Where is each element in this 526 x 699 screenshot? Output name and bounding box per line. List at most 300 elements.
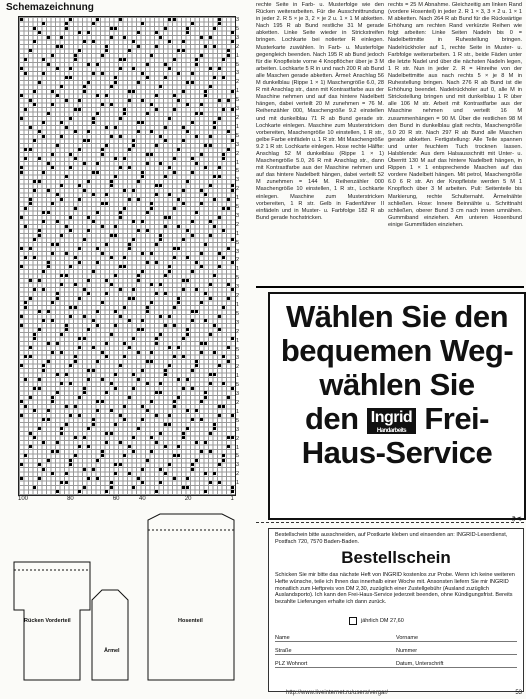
chart-cell-filled: [177, 148, 180, 151]
col-number: 80: [67, 496, 74, 502]
ad-line-4: den Ingrid Handarbeits Frei-: [305, 401, 489, 436]
chart-cell-filled: [65, 373, 68, 376]
chart-cell-filled: [137, 45, 140, 48]
chart-cell-filled: [182, 126, 185, 129]
chart-cell-filled: [218, 117, 221, 120]
chart-cell-filled: [141, 175, 144, 178]
chart-cell-filled: [195, 58, 198, 61]
row-number: 3: [236, 34, 240, 41]
scissors-icon: ✂: [512, 512, 523, 526]
chart-cell-filled: [123, 355, 126, 358]
chart-cell-filled: [38, 310, 41, 313]
chart-cell-filled: [123, 306, 126, 309]
chart-cell-filled: [186, 27, 189, 30]
chart-cell-filled: [213, 198, 216, 201]
chart-cell-filled: [173, 157, 176, 160]
chart-cell-filled: [173, 256, 176, 259]
chart-cell-filled: [69, 18, 72, 21]
chart-cell-filled: [51, 90, 54, 93]
chart-cell-filled: [191, 468, 194, 471]
chart-cell-filled: [101, 103, 104, 106]
chart-cell-filled: [177, 247, 180, 250]
name-field[interactable]: Name: [275, 635, 290, 641]
chart-cell-filled: [137, 279, 140, 282]
chart-cell-filled: [87, 477, 90, 480]
chart-cell-filled: [209, 184, 212, 187]
chart-cell-filled: [33, 189, 36, 192]
chart-cell-filled: [222, 229, 225, 232]
chart-cell-filled: [87, 139, 90, 142]
chart-cell-filled: [227, 99, 230, 102]
chart-cell-filled: [29, 198, 32, 201]
chart-cell-filled: [83, 391, 86, 394]
chart-cell-filled: [186, 130, 189, 133]
chart-row-numbers: [236, 16, 250, 488]
chart-cell-filled: [204, 490, 207, 493]
address-fields: [275, 629, 517, 668]
chart-cell-filled: [20, 171, 23, 174]
chart-cell-filled: [96, 400, 99, 403]
chart-cell-filled: [146, 261, 149, 264]
order-body: Schicken Sie mir bitte das nächste Heft von INGRID kostenlos zur Probe. Wenn ich keine weiteren Hefte wünsche, teile ich Ihnen das innerhalb einer Woche mit. Ansonsten liefern Sie mir INGRID monatlich zum Heftpreis von DM 2,30, zuzüglich einer Zustellgebühr (Ausland zuzüglich Auslandsporto). Ich kann den Frei-Haus-Service jederzeit beenden, ohne Kündigungsfrist. Bereits bezahlte Lieferungen erhalte ich dann zurück.: [275, 572, 515, 606]
chart-cell-filled: [42, 319, 45, 322]
chart-cell-filled: [83, 90, 86, 93]
chart-cell-filled: [29, 297, 32, 300]
chart-cell-filled: [222, 153, 225, 156]
chart-cell-filled: [213, 423, 216, 426]
chart-cell-filled: [78, 148, 81, 151]
chart-cell-filled: [20, 247, 23, 250]
chart-cell-filled: [119, 166, 122, 169]
row-number: 3: [236, 106, 240, 113]
chart-cell-filled: [218, 414, 221, 417]
chart-cell-filled: [191, 157, 194, 160]
chart-cell-filled: [78, 198, 81, 201]
chart-cell-filled: [209, 234, 212, 237]
chart-cell-filled: [231, 288, 234, 291]
chart-cell-filled: [114, 274, 117, 277]
chart-cell-filled: [218, 22, 221, 25]
chart-cell-filled: [60, 45, 63, 48]
chart-cell-filled: [65, 274, 68, 277]
chart-cell-filled: [227, 130, 230, 133]
chart-cell-filled: [173, 171, 176, 174]
chart-cell-filled: [141, 121, 144, 124]
chart-cell-filled: [164, 472, 167, 475]
chart-cell-filled: [141, 405, 144, 408]
chart-cell-filled: [29, 445, 32, 448]
chart-cell-filled: [141, 369, 144, 372]
chart-cell-filled: [78, 247, 81, 250]
chart-cell-filled: [51, 396, 54, 399]
chart-cell-filled: [24, 306, 27, 309]
chart-cell-filled: [51, 166, 54, 169]
chart-cell-filled: [195, 360, 198, 363]
chart-cell-filled: [218, 175, 221, 178]
chart-cell-filled: [168, 18, 171, 21]
chart-cell-filled: [101, 351, 104, 354]
chart-cell-filled: [177, 49, 180, 52]
chart-cell-filled: [164, 139, 167, 142]
chart-cell-filled: [173, 207, 176, 210]
chart-cell-filled: [218, 18, 221, 21]
ad-line-5: Haus-Service: [301, 435, 493, 470]
row-number: 1: [236, 408, 240, 415]
chart-cell-filled: [110, 481, 113, 484]
chart-cell-filled: [123, 207, 126, 210]
chart-cell-filled: [137, 351, 140, 354]
chart-cell-filled: [173, 58, 176, 61]
chart-cell-filled: [42, 58, 45, 61]
chart-cell-filled: [20, 67, 23, 70]
chart-cell-filled: [105, 292, 108, 295]
chart-cell-filled: [168, 265, 171, 268]
chart-cell-filled: [218, 405, 221, 408]
chart-cell-filled: [87, 130, 90, 133]
chart-cell-filled: [132, 288, 135, 291]
chart-cell-filled: [78, 261, 81, 264]
chart-cell-filled: [182, 189, 185, 192]
chart-cell-filled: [83, 189, 86, 192]
chart-cell-filled: [146, 112, 149, 115]
chart-cell-filled: [65, 481, 68, 484]
chart-cell-filled: [231, 31, 234, 34]
chart-cell-filled: [218, 463, 221, 466]
chart-cell-filled: [132, 144, 135, 147]
chart-cell-filled: [83, 288, 86, 291]
chart-cell-filled: [47, 36, 50, 39]
chart-cell-filled: [155, 261, 158, 264]
chart-cell-filled: [65, 27, 68, 30]
chart-cell-filled: [74, 256, 77, 259]
chart-cell-filled: [132, 90, 135, 93]
chart-cell-filled: [150, 153, 153, 156]
chart-cell-filled: [38, 427, 41, 430]
chart-cell-filled: [33, 256, 36, 259]
chart-cell-filled: [182, 139, 185, 142]
chart-cell-filled: [227, 436, 230, 439]
chart-cell-filled: [24, 157, 27, 160]
col-number: 20: [184, 496, 192, 502]
chart-cell-filled: [222, 355, 225, 358]
chart-cell-filled: [204, 472, 207, 475]
chart-cell-filled: [69, 76, 72, 79]
chart-cell-filled: [74, 108, 77, 111]
chart-cell-filled: [96, 261, 99, 264]
chart-cell-filled: [195, 441, 198, 444]
chart-cell-filled: [119, 58, 122, 61]
chart-cell-filled: [209, 382, 212, 385]
chart-cell-filled: [33, 337, 36, 340]
chart-cell-filled: [20, 315, 23, 318]
chart-cell-filled: [177, 297, 180, 300]
chart-cell-filled: [92, 468, 95, 471]
chart-cell-filled: [92, 369, 95, 372]
chart-cell-filled: [123, 256, 126, 259]
chart-cell-filled: [47, 265, 50, 268]
chart-cell-filled: [78, 184, 81, 187]
chart-cell-filled: [56, 220, 59, 223]
chart-cell-filled: [114, 126, 117, 129]
row-number: 1: [236, 266, 240, 273]
chart-cell-filled: [141, 22, 144, 25]
chart-cell-filled: [110, 432, 113, 435]
chart-cell-filled: [74, 54, 77, 57]
chart-cell-filled: [182, 432, 185, 435]
street-field[interactable]: Straße: [275, 648, 292, 654]
chart-cell-filled: [200, 202, 203, 205]
row-number: 3: [236, 426, 240, 433]
chart-cell-filled: [69, 382, 72, 385]
chart-cell-filled: [159, 315, 162, 318]
chart-cell-filled: [173, 355, 176, 358]
chart-cell-filled: [47, 342, 50, 345]
chart-cell-filled: [159, 283, 162, 286]
chart-cell-filled: [101, 378, 104, 381]
chart-cell-filled: [137, 198, 140, 201]
chart-cell-filled: [56, 297, 59, 300]
chart-cell-filled: [164, 373, 167, 376]
chart-cell-filled: [47, 459, 50, 462]
subscription-option[interactable]: jährlich DM 27,60: [349, 617, 404, 625]
chart-cell-filled: [105, 193, 108, 196]
chart-cell-filled: [42, 135, 45, 138]
ingrid-logo: Ingrid Handarbeits: [367, 408, 416, 434]
chart-cell-filled: [20, 364, 23, 367]
chart-cell-filled: [56, 67, 59, 70]
chart-cell-filled: [146, 211, 149, 214]
chart-cell-filled: [146, 360, 149, 363]
chart-cell-filled: [222, 306, 225, 309]
page-number: 53: [515, 690, 522, 696]
chart-cell-filled: [96, 360, 99, 363]
chart-cell-filled: [110, 103, 113, 106]
chart-cell-filled: [83, 238, 86, 241]
row-number: 1: [236, 88, 240, 95]
chart-cell-filled: [38, 463, 41, 466]
chart-cell-filled: [227, 49, 230, 52]
chart-cell-filled: [83, 162, 86, 165]
row-number: 5: [236, 275, 240, 282]
chart-cell-filled: [164, 76, 167, 79]
chart-cell-filled: [38, 387, 41, 390]
chart-cell-filled: [69, 153, 72, 156]
chart-cell-filled: [69, 364, 72, 367]
chart-cell-filled: [191, 234, 194, 237]
row-number: 5: [236, 132, 240, 139]
chart-cell-filled: [137, 229, 140, 232]
chart-cell-filled: [96, 477, 99, 480]
row-number: 3: [236, 212, 240, 219]
row-number: 1: [236, 302, 240, 308]
chart-cell-filled: [213, 274, 216, 277]
chart-cell-filled: [186, 180, 189, 183]
chart-cell-filled: [132, 337, 135, 340]
chart-cell-filled: [150, 202, 153, 205]
chart-cell-filled: [65, 76, 68, 79]
chart-cell-filled: [227, 396, 230, 399]
chart-cell-filled: [47, 189, 50, 192]
chart-cell-filled: [222, 207, 225, 210]
chart-cell-filled: [29, 202, 32, 205]
chart-cell-filled: [200, 112, 203, 115]
chart-cell-filled: [137, 328, 140, 331]
chart-cell-filled: [51, 103, 54, 106]
chart-cell-filled: [159, 382, 162, 385]
chart-cell-filled: [150, 360, 153, 363]
chart-cell-filled: [155, 193, 158, 196]
chart-cell-filled: [132, 139, 135, 142]
chart-cell-filled: [123, 405, 126, 408]
chart-cell-filled: [87, 31, 90, 34]
chart-cell-filled: [186, 256, 189, 259]
chart-cell-filled: [83, 139, 86, 142]
chart-cell-filled: [150, 283, 153, 286]
chart-cell-filled: [209, 373, 212, 376]
chart-cell-filled: [78, 414, 81, 417]
chart-cell-filled: [195, 63, 198, 66]
chart-cell-filled: [96, 247, 99, 250]
chart-cell-filled: [213, 373, 216, 376]
chart-cell-filled: [173, 306, 176, 309]
chart-cell-filled: [155, 31, 158, 34]
chart-cell-filled: [33, 180, 36, 183]
chart-cell-filled: [38, 229, 41, 232]
chart-cell-filled: [101, 252, 104, 255]
chart-cell-filled: [20, 265, 23, 268]
chart-cell-filled: [83, 337, 86, 340]
city-field[interactable]: PLZ Wohnort: [275, 661, 308, 667]
chart-cell-filled: [164, 63, 167, 66]
chart-cell-filled: [101, 72, 104, 75]
chart-cell-filled: [20, 477, 23, 480]
chart-cell-filled: [42, 220, 45, 223]
chart-cell-filled: [60, 382, 63, 385]
chart-cell-filled: [123, 265, 126, 268]
chart-cell-filled: [60, 198, 63, 201]
chart-cell-filled: [51, 153, 54, 156]
chart-cell-filled: [96, 94, 99, 97]
chart-cell-filled: [137, 378, 140, 381]
chart-cell-filled: [56, 243, 59, 246]
chart-cell-filled: [56, 342, 59, 345]
row-number: 1: [236, 195, 240, 202]
signature-field[interactable]: Datum, Unterschrift: [396, 661, 444, 667]
chart-cell-filled: [222, 58, 225, 61]
pants-outline: [148, 514, 234, 680]
chart-cell-filled: [204, 166, 207, 169]
chart-cell-filled: [20, 166, 23, 169]
chart-cell-filled: [29, 279, 32, 282]
chart-cell-filled: [227, 54, 230, 57]
chart-cell-filled: [227, 445, 230, 448]
chart-cell-filled: [168, 166, 171, 169]
chart-cell-filled: [141, 220, 144, 223]
chart-cell-filled: [20, 463, 23, 466]
chart-cell-filled: [231, 189, 234, 192]
chart-cell-filled: [69, 166, 72, 169]
chart-cell-filled: [65, 225, 68, 228]
row-number: 2: [236, 257, 240, 264]
chart-cell-filled: [96, 409, 99, 412]
chart-cell-filled: [128, 346, 131, 349]
chart-cell-filled: [209, 297, 212, 300]
first-name-field[interactable]: Vorname: [396, 635, 419, 641]
chart-cell-filled: [177, 454, 180, 457]
chart-cell-filled: [182, 238, 185, 241]
chart-cell-filled: [182, 486, 185, 489]
row-number: 5: [236, 168, 240, 175]
chart-cell-filled: [213, 225, 216, 228]
chart-cell-filled: [141, 481, 144, 484]
chart-cell-filled: [38, 328, 41, 331]
chart-cell-filled: [141, 270, 144, 273]
chart-cell-filled: [177, 301, 180, 304]
chart-cell-filled: [87, 63, 90, 66]
chart-cell-filled: [29, 432, 32, 435]
row-number: 2: [236, 364, 240, 371]
chart-cell-filled: [110, 333, 113, 336]
chart-cell-filled: [114, 373, 117, 376]
chart-cell-filled: [222, 382, 225, 385]
chart-cell-filled: [114, 175, 117, 178]
chart-cell-filled: [51, 319, 54, 322]
chart-cell-filled: [204, 90, 207, 93]
chart-cell-filled: [60, 85, 63, 88]
chart-cell-filled: [168, 364, 171, 367]
number-field[interactable]: Nummer: [396, 648, 418, 654]
chart-cell-filled: [141, 418, 144, 421]
row-number: 2: [236, 328, 240, 335]
chart-cell-filled: [204, 94, 207, 97]
chart-cell-filled: [60, 283, 63, 286]
chart-cell-filled: [78, 490, 81, 493]
chart-cell-filled: [114, 423, 117, 426]
chart-cell-filled: [114, 76, 117, 79]
chart-cell-filled: [47, 112, 50, 115]
chart-cell-filled: [213, 472, 216, 475]
chart-cell-filled: [119, 441, 122, 444]
chart-cell-filled: [164, 216, 167, 219]
chart-cell-filled: [155, 337, 158, 340]
chart-cell-filled: [150, 130, 153, 133]
chart-cell-filled: [218, 216, 221, 219]
chart-cell-filled: [177, 198, 180, 201]
chart-cell-filled: [209, 144, 212, 147]
chart-cell-filled: [195, 211, 198, 214]
chart-cell-filled: [177, 346, 180, 349]
chart-cell-filled: [20, 94, 23, 97]
chart-cell-filled: [78, 445, 81, 448]
chart-cell-filled: [123, 454, 126, 457]
chart-cell-filled: [65, 472, 68, 475]
chart-cell-filled: [173, 18, 176, 21]
chart-cell-filled: [204, 292, 207, 295]
source-url[interactable]: http://www.liveinternet.ru/users/vergar/: [286, 690, 389, 696]
chart-cell-filled: [119, 364, 122, 367]
chart-cell-filled: [209, 85, 212, 88]
chart-cell-filled: [150, 450, 153, 453]
row-number: 2: [236, 79, 240, 86]
chart-cell-filled: [155, 45, 158, 48]
chart-cell-filled: [105, 94, 108, 97]
row-number: 3: [236, 284, 240, 291]
chart-cell-filled: [119, 265, 122, 268]
checkbox[interactable]: [349, 617, 357, 625]
chart-cell-filled: [150, 207, 153, 210]
chart-cell-filled: [137, 180, 140, 183]
garment-schematics: [0, 500, 260, 690]
